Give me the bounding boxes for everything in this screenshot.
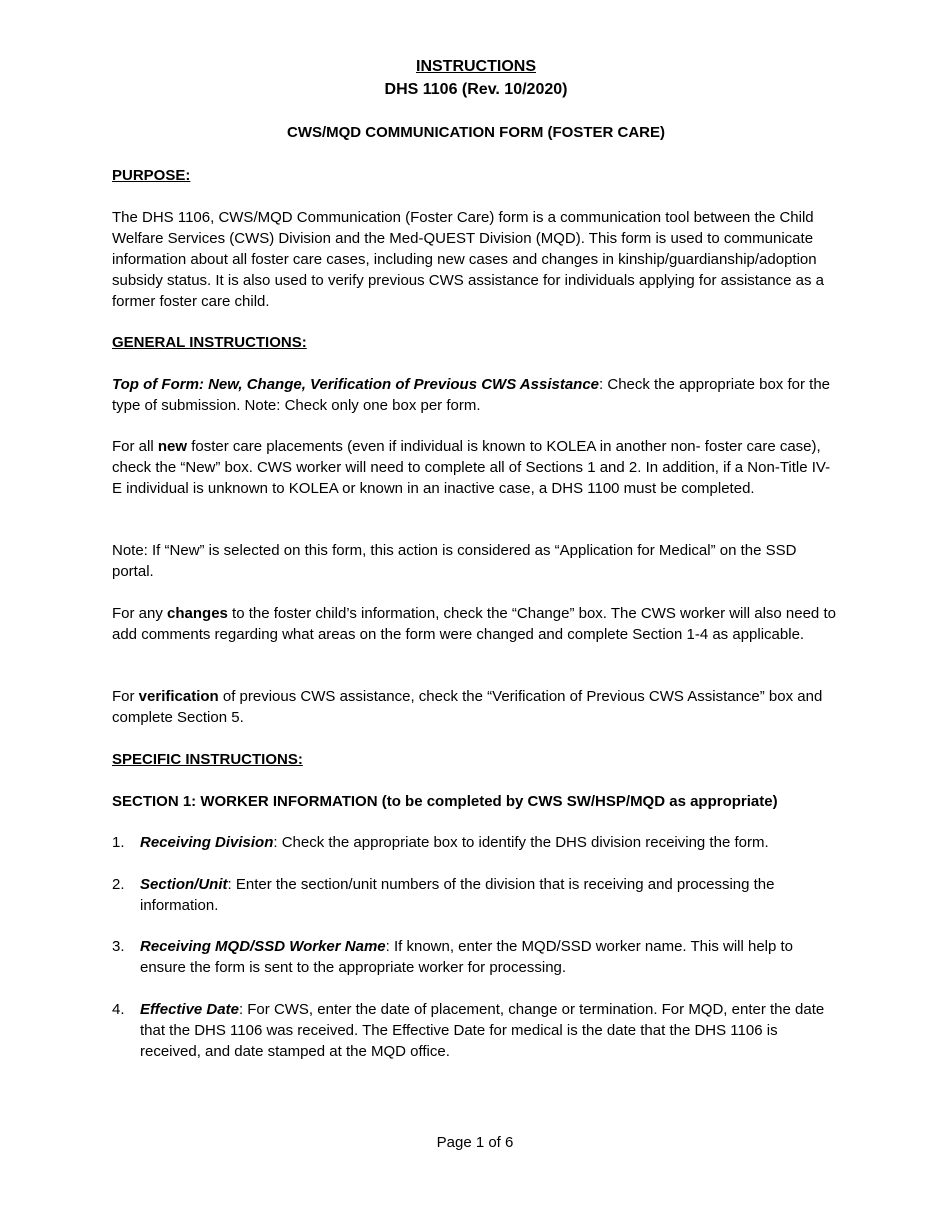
verification-paragraph: [112, 686, 840, 728]
note-paragraph: Note: If “New” is selected on this form, this action is considered as “Application for Medical” on the SSD portal.: [112, 542, 797, 580]
list-item-label: Effective Date: [140, 1001, 239, 1018]
list-item-number: 4.: [112, 1001, 125, 1018]
list-item: [112, 999, 840, 1062]
changes-text: to the foster child’s information, check the “Change” box. The CWS worker will also need to add comments regarding what areas on the form were changed and complete Section 1-4 as applicable.: [112, 605, 836, 643]
list-item: [112, 832, 840, 853]
list-item-body: [140, 999, 840, 1062]
list-item-number: 3.: [112, 938, 125, 955]
document-title: INSTRUCTIONS: [416, 58, 536, 75]
list-item-text: : For CWS, enter the date of placement, change or termination. For MQD, enter the date that the DHS 1106 was received. The Effective Date for medical is the date that the DHS 1106 is received, and date stamped at the MQD office.: [140, 1001, 825, 1060]
verification-prefix: For: [112, 688, 139, 705]
list-item: [112, 874, 840, 916]
specific-instructions-heading: SPECIFIC INSTRUCTIONS:: [112, 751, 303, 768]
general-instructions-heading: GENERAL INSTRUCTIONS:: [112, 334, 307, 351]
verification-bold: verification: [138, 688, 219, 705]
list-item-number: 1.: [112, 834, 125, 851]
verification-text: of previous CWS assistance, check the “Verification of Previous CWS Assistance” box and complete Section 5.: [112, 688, 823, 726]
list-item-body: [140, 936, 840, 978]
list-item-number: 2.: [112, 876, 125, 893]
purpose-heading: PURPOSE:: [112, 167, 191, 184]
list-item-body: [140, 832, 840, 853]
form-name: CWS/MQD COMMUNICATION FORM (FOSTER CARE): [286, 124, 666, 141]
list-item-body: [140, 874, 840, 916]
list-item-text: : Check the appropriate box to identify the DHS division receiving the form.: [273, 834, 769, 851]
list-item-label: Receiving Division: [140, 834, 274, 851]
list-item: [112, 936, 840, 978]
list-item-label: Section/Unit: [140, 876, 228, 893]
page-number: Page 1 of 6: [436, 1134, 514, 1151]
new-prefix: For all: [112, 438, 158, 455]
new-bold: new: [157, 438, 188, 455]
top-of-form-text: : Check the appropriate box for the type of submission. Note: Check only one box per form.: [112, 376, 831, 414]
purpose-text: The DHS 1106, CWS/MQD Communication (Foster Care) form is a communication tool between the Child Welfare Services (CWS) Division and the Med-QUEST Division (MQD). This form is used to communicate information about all foster care cases, including new cases and changes in kinship/guardianship/adoption subsidy status. It is also used to verify previous CWS assistance for individuals applying for assistance as a former foster care child.: [112, 209, 824, 310]
new-text: foster care placements (even if individual is known to KOLEA in another non- foster care case), check the “New” box. CWS worker will need to complete all of Sections 1 and 2. In addition, if a Non-Title IV-E individual is unknown to KOLEA or known in an inactive case, a DHS 1100 must be completed.: [112, 438, 831, 497]
form-number: DHS 1106 (Rev. 10/2020): [384, 81, 568, 98]
list-item-text: : If known, enter the MQD/SSD worker name. This will help to ensure the form is sent to the appropriate worker for processing.: [140, 938, 794, 976]
top-of-form-paragraph: [112, 374, 840, 416]
changes-prefix: For any: [112, 605, 168, 622]
changes-paragraph: [112, 603, 840, 645]
list-item-text: : Enter the section/unit numbers of the division that is receiving and processing the information.: [140, 876, 775, 914]
list-item-label: Receiving MQD/SSD Worker Name: [140, 938, 386, 955]
changes-bold: changes: [167, 605, 228, 622]
top-of-form-label: Top of Form: New, Change, Verification of Previous CWS Assistance: [112, 376, 600, 393]
new-placements-paragraph: [112, 436, 840, 499]
section1-title: SECTION 1: WORKER INFORMATION (to be completed by CWS SW/HSP/MQD as appropriate): [112, 793, 778, 810]
